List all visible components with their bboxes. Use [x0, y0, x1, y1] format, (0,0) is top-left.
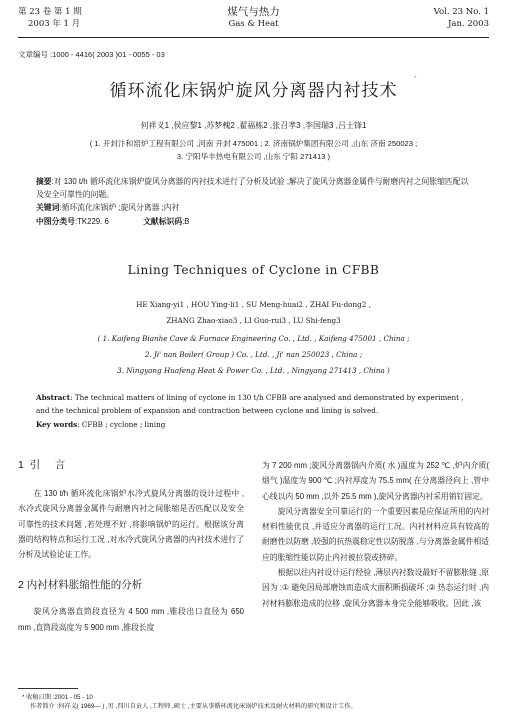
- section-2-heading: 2 内衬材料胀缩性能的分析: [18, 579, 143, 592]
- clc-label: 中图分类号: [36, 217, 75, 226]
- journal-name-cn: 煤气与热力: [227, 6, 280, 18]
- header-right: [434, 6, 489, 30]
- footnote-received: [22, 693, 489, 702]
- footnote-marker-icon: *: [22, 694, 25, 701]
- right-paragraph-2: 根据以往内衬设计运行经验 ,薄层内衬数设最好不留膨胀缝 ,原因为 :① 避免因局部磨蚀而造成大面积断损破坏 ;② 热态运行时 ,内衬材料膨胀造成的位移 ,旋风分离器本身完全能够吸收。因此 ,该: [262, 568, 489, 608]
- affiliation-en-line-3: 3. Ningyang Huafeng Heat & Power Co. , Ltd. , Ningyang 271413 , China ): [117, 366, 390, 375]
- body-right-column: [262, 458, 489, 611]
- abstract-cn-text: :对 130 t/h 循环流化床锅炉旋风分离器的内衬技术进行了分析及试验 ,解决了旋风分离器金属件与耐磨内衬之间胀缩匹配以及安全可靠性的问题。: [36, 177, 469, 199]
- affiliation-en-line-2: 2. Ji' nan Boiler( Group ) Co. , Ltd. , Ji' nan 250023 , China ;: [144, 350, 363, 359]
- footnote-received-text: 收稿日期 :2001 - 05 - 10: [26, 694, 93, 701]
- doc-code-text: :B: [182, 217, 190, 226]
- right-paragraph-0: 为 7 200 mm ;旋风分离器锅内介质( 水 )温度为 252 ℃ ,炉内介质( 烟气 )温度为 900 ℃ ;内衬厚度为 75.5 mm( 在分离器径向上 ,管中心线以内 50 mm ,以外 25.5 mm ),旋风分离器内衬采用销钉固定。: [262, 461, 489, 501]
- section-1-paragraph: 在 130 t/h 循环流化床锅炉水冷式旋风分离器的设计过程中 ,水冷式旋风分离器金属件与耐磨内衬之间胀缩是否匹配以及安全可靠性的技术问题 ,若处理不好 ,将影响锅炉的运行。根据该分离器的结构特点和运行工况 ,对水冷式旋风分离器的内衬技术进行了分析及试验论证工作。: [18, 489, 244, 560]
- volume-issue-en: Vol. 23 No. 1: [433, 7, 489, 17]
- header-rule: [18, 37, 489, 38]
- keywords-en-text: : CFBB ; cyclone ; lining: [77, 420, 166, 429]
- keywords-en: [36, 419, 471, 432]
- classification-cn: [36, 216, 471, 229]
- clc-text: :TK229. 6: [74, 217, 109, 226]
- date-cn: 2003 年 1 月: [28, 19, 81, 29]
- abstract-cn-label: 摘要: [36, 177, 52, 186]
- section-2-paragraph-1: 旋风分离器直筒段直径为 4 500 mm ,锥段出口直径为 650 mm ,直筒段高度为 5 900 mm ,锥段长度: [18, 607, 244, 632]
- affiliation-cn-line-2: 3. 宁阳华丰热电有限公司 ,山东 宁阳 271413 ): [176, 152, 331, 161]
- keywords-cn-label: 关键词: [36, 203, 60, 212]
- abstract-cn: [36, 176, 471, 201]
- abstract-en-text: : The technical matters of lining of cyclone in 130 t/h CFBB are analysed and demonstrated by experiment , and the technical problem of expansion and contraction between cyclone and lining is solved.: [36, 393, 464, 415]
- keywords-en-label: Key words: [36, 420, 78, 429]
- authors-cn: 何祥义1 ,侯应黎1 ,苏梦槐2 ,翟福栋2 ,张召孝3 ,李国瑞3 ,吕士锋1: [140, 121, 367, 130]
- keywords-cn: [36, 202, 471, 215]
- section-1-heading: 1 引 言: [18, 459, 66, 471]
- authors-en-line-2: ZHANG Zhao-xiao3 , LI Guo-rui3 , LU Shi-feng3: [166, 316, 341, 325]
- article-number: 文章编号 :1000 - 4416( 2003 )01 - 0055 - 03: [18, 50, 165, 59]
- footnote-author: 作者简介 :何祥义( 1969— ) ,男 ,四川自贡人 ,工程师 ,硕士 ,主要从事循环流化床锅炉技术及耐火材料的研究和设计工作。: [30, 703, 357, 710]
- abstract-en: [36, 392, 471, 417]
- title-cn: 循环流化床锅炉旋风分离器内衬技术: [109, 81, 398, 100]
- keywords-cn-text: :循环流化床锅炉 ;旋风分离器 ;内衬: [59, 203, 180, 212]
- header-center: [18, 6, 489, 30]
- authors-en-line-1: HE Xiang-yi1 , HOU Ying-li1 , SU Meng-huai2 , ZHAI Fu-dong2 ,: [136, 300, 371, 309]
- running-header: [18, 6, 489, 36]
- footnote-rule: [18, 688, 78, 689]
- affiliation-en-line-1: ( 1. Kaifeng Bianhe Cave & Furnace Engineering Co. , Ltd. , Kaifeng 475001 , China ;: [97, 334, 410, 343]
- body-left-column: [18, 458, 244, 635]
- abstract-en-label: Abstract: [36, 393, 71, 402]
- volume-issue-cn: 第 23 卷 第 1 期: [18, 7, 82, 17]
- right-paragraph-1: 旋风分离器安全可靠运行的一个重要因素是应保证所用的内衬材料性能优良 ,并适应分离器的运行工况。内衬材料应具有较高的耐磨性以防磨 ,较强的抗热震稳定性以防脱落 ,与分离器金属件相适应的胀缩性能以防止内衬被拉裂或挤碎。: [262, 506, 489, 562]
- title-asterisk-icon: *: [414, 76, 417, 82]
- title-en: Lining Techniques of Cyclone in CFBB: [127, 263, 380, 277]
- doc-code-label: 文献标识码: [143, 217, 183, 226]
- date-en: Jan. 2003: [448, 19, 489, 29]
- affiliation-cn-line-1: ( 1. 开封汴和窑炉工程有限公司 ,河南 开封 475001 ; 2. 济南锅炉集团有限公司 ,山东 济南 250023 ;: [89, 139, 418, 148]
- journal-name-en: Gas & Heat: [228, 19, 279, 29]
